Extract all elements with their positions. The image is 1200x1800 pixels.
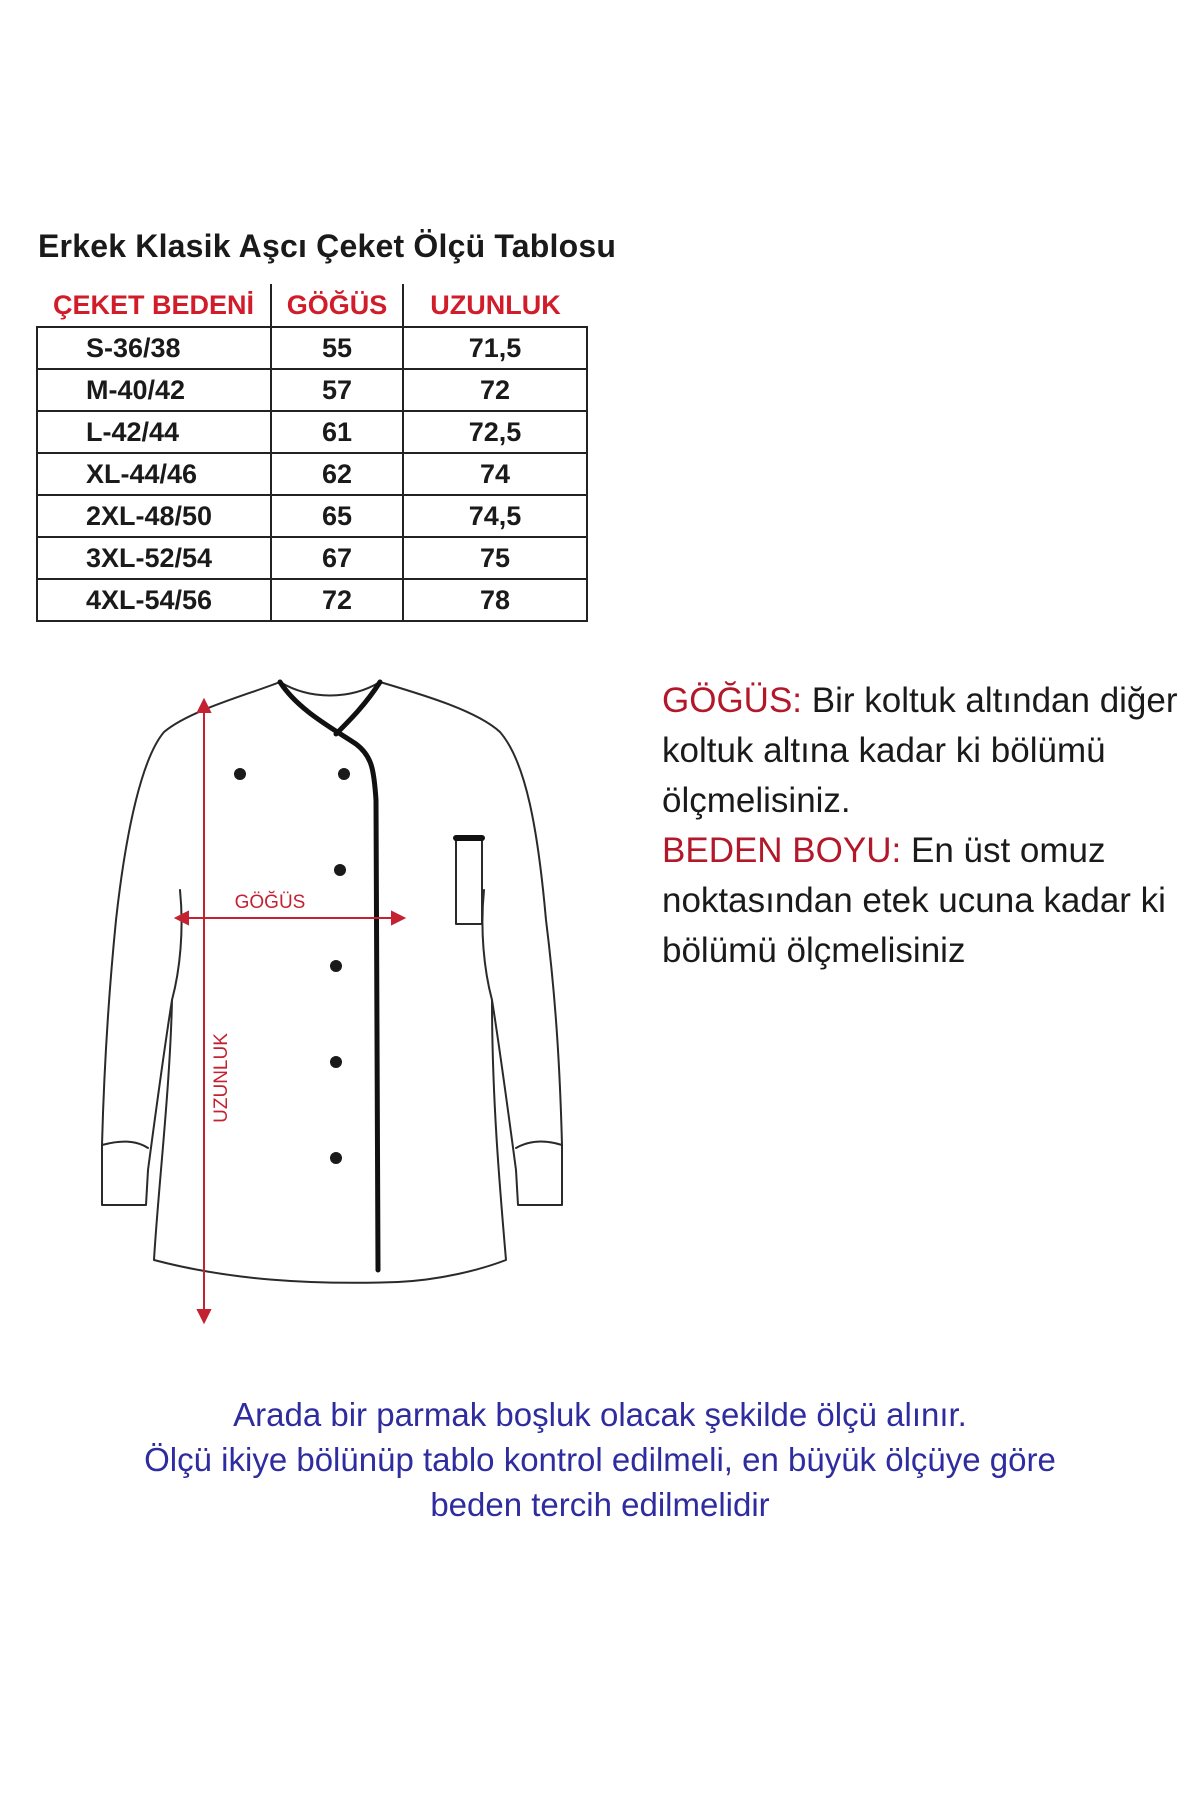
table-row xyxy=(37,327,587,369)
cell-length: 72 xyxy=(403,369,587,411)
cell-chest: 67 xyxy=(271,537,403,579)
cell-length: 71,5 xyxy=(403,327,587,369)
left-cuff xyxy=(102,1142,148,1148)
button xyxy=(330,1152,342,1164)
cell-chest: 62 xyxy=(271,453,403,495)
back-collar xyxy=(280,682,380,696)
page-title: Erkek Klasik Aşcı Çeket Ölçü Tablosu xyxy=(38,228,617,264)
buttons xyxy=(234,768,350,1164)
diagram-length-label: UZUNLUK xyxy=(211,1033,232,1123)
length-arrow-head-bottom xyxy=(198,1310,210,1322)
measurement-description xyxy=(662,676,1182,976)
cell-size: M-40/42 xyxy=(37,369,271,411)
cell-length: 72,5 xyxy=(403,411,587,453)
cell-chest: 65 xyxy=(271,495,403,537)
jacket-outline xyxy=(102,682,562,1283)
right-cuff xyxy=(516,1142,562,1148)
cell-chest: 72 xyxy=(271,579,403,621)
table-row xyxy=(37,537,587,579)
cell-length: 74 xyxy=(403,453,587,495)
button xyxy=(338,768,350,780)
collar-piping xyxy=(336,682,380,734)
left-side-seam xyxy=(172,890,182,1000)
chest-description-text: Bir koltuk altından diğer koltuk altına kadar ki bölümü ölçmelisiniz. xyxy=(662,681,1178,820)
chef-jacket-diagram xyxy=(80,670,600,1350)
length-description xyxy=(662,826,1182,976)
footer-note xyxy=(0,1392,1200,1527)
length-arrow-head-top xyxy=(198,700,210,712)
table-row xyxy=(37,453,587,495)
table-row xyxy=(37,495,587,537)
header-length: UZUNLUK xyxy=(403,284,587,327)
right-side-seam xyxy=(482,890,492,1000)
table-row xyxy=(37,369,587,411)
header-size: ÇEKET BEDENİ xyxy=(37,284,271,327)
footer-line: Arada bir parmak boşluk olacak şekilde ölçü alınır. xyxy=(233,1396,967,1433)
chest-description xyxy=(662,676,1182,826)
cell-chest: 55 xyxy=(271,327,403,369)
cell-size: 3XL-52/54 xyxy=(37,537,271,579)
size-table xyxy=(36,284,588,622)
cell-size: XL-44/46 xyxy=(37,453,271,495)
button xyxy=(234,768,246,780)
header-chest: GÖĞÜS xyxy=(271,284,403,327)
cell-length: 74,5 xyxy=(403,495,587,537)
front-piping xyxy=(280,682,378,1270)
footer-line: beden tercih edilmelidir xyxy=(430,1486,770,1523)
button xyxy=(330,960,342,972)
length-description-label: BEDEN BOYU: xyxy=(662,831,902,870)
cell-length: 78 xyxy=(403,579,587,621)
cell-chest: 57 xyxy=(271,369,403,411)
cell-chest: 61 xyxy=(271,411,403,453)
cell-length: 75 xyxy=(403,537,587,579)
cell-size: L-42/44 xyxy=(37,411,271,453)
chest-arrow-head-right xyxy=(392,912,404,924)
cell-size: 2XL-48/50 xyxy=(37,495,271,537)
footer-line: Ölçü ikiye bölünüp tablo kontrol edilmeli, en büyük ölçüye göre xyxy=(144,1441,1056,1478)
button xyxy=(330,1056,342,1068)
table-row xyxy=(37,411,587,453)
table-header-row xyxy=(37,284,587,327)
button xyxy=(334,864,346,876)
chest-description-label: GÖĞÜS: xyxy=(662,681,803,720)
diagram-chest-label: GÖĞÜS xyxy=(234,892,306,913)
table-row xyxy=(37,579,587,621)
length-description-text: En üst omuz noktasından etek ucuna kadar ki bölümü ölçmelisiniz xyxy=(662,831,1166,970)
cell-size: S-36/38 xyxy=(37,327,271,369)
sleeve-pocket xyxy=(456,838,482,924)
cell-size: 4XL-54/56 xyxy=(37,579,271,621)
